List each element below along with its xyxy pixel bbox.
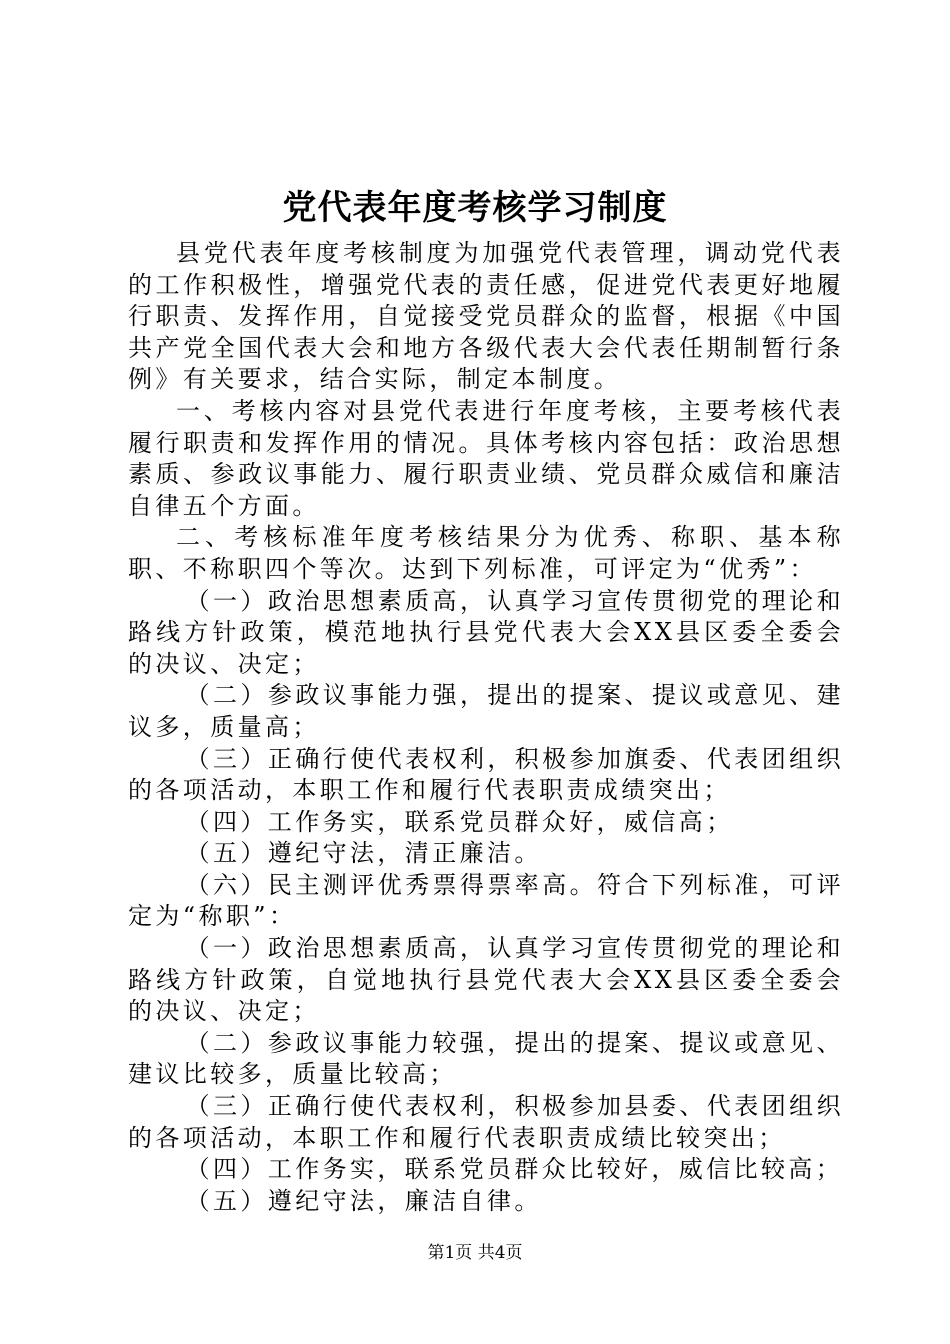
paragraph-excellent-item-6: （六）民主测评优秀票得票率高。符合下列标准，可评定为“称职”： (128, 870, 844, 931)
paragraph-section-2: 二、考核标准年度考核结果分为优秀、称职、基本称职、不称职四个等次。达到下列标准，可评定为“优秀”： (128, 523, 844, 583)
paragraph-section-1: 一、考核内容对县党代表进行年度考核，主要考核代表履行职责和发挥作用的情况。具体考核内容包括：政治思想素质、参政议事能力、履行职责业绩、党员群众威信和廉洁自律五个方面。 (128, 396, 844, 520)
paragraph-competent-item-4: （四）工作务实，联系党员群众比较好，威信比较高； (185, 1155, 844, 1184)
paragraph-excellent-item-5: （五）遵纪守法，清正廉洁。 (185, 839, 542, 868)
paragraph-excellent-item-3: （三）正确行使代表权利，积极参加旗委、代表团组织的各项活动，本职工作和履行代表职责成绩突出； (128, 744, 844, 805)
paragraph-competent-item-2: （二）参政议事能力较强，提出的提案、提议或意见、建议比较多，质量比较高； (128, 1028, 844, 1089)
paragraph-competent-item-3: （三）正确行使代表权利，积极参加县委、代表团组织的各项活动，本职工作和履行代表职责成绩比较突出； (128, 1092, 844, 1152)
paragraph-intro: 县党代表年度考核制度为加强党代表管理，调动党代表的工作积极性，增强党代表的责任感，促进党代表更好地履行职责、发挥作用，自觉接受党员群众的监督，根据《中国共产党全国代表大会和地方各级代表大会代表任期制暂行条例》有关要求，结合实际，制定本制度。 (128, 239, 844, 394)
document-title: 党代表年度考核学习制度 (282, 188, 668, 228)
paragraph-excellent-item-1: （一）政治思想素质高，认真学习宣传贯彻党的理论和路线方针政策，模范地执行县党代表大会XX县区委全委会的决议、决定； (128, 586, 844, 678)
paragraph-competent-item-1: （一）政治思想素质高，认真学习宣传贯彻党的理论和路线方针政策，自觉地执行县党代表大会XX县区委全委会的决议、决定； (128, 934, 844, 1026)
document-body (128, 238, 844, 1217)
page-number-footer: 第1页 共4页 (427, 1243, 523, 1263)
paragraph-excellent-item-4: （四）工作务实，联系党员群众好，威信高； (185, 807, 734, 836)
paragraph-excellent-item-2: （二）参政议事能力强，提出的提案、提议或意见、建议多，质量高； (128, 681, 844, 741)
paragraph-competent-item-5: （五）遵纪守法，廉洁自律。 (185, 1186, 542, 1215)
